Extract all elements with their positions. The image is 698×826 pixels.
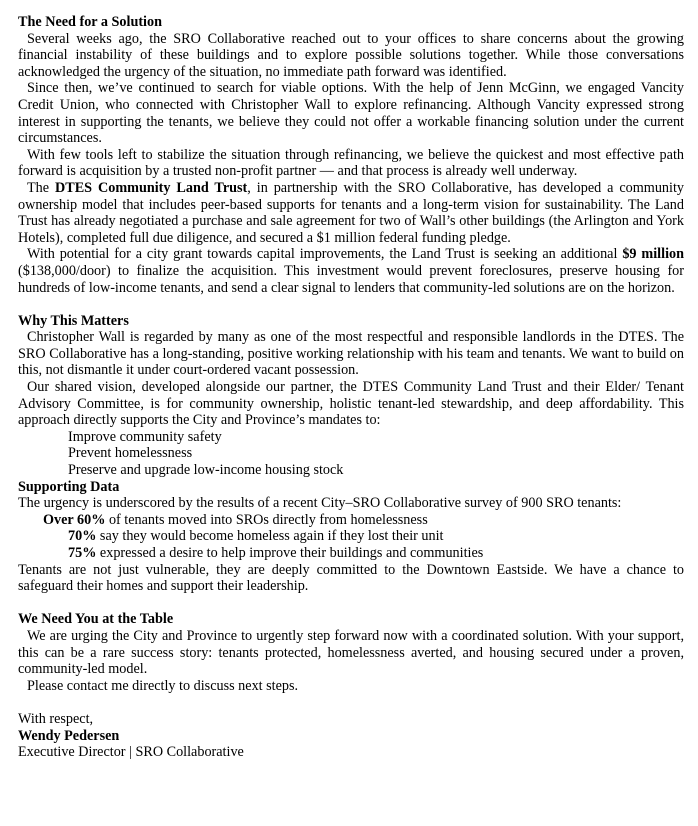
table-paragraph-1: We are urging the City and Province to urgently step forward now with a coordinated solution. With your support, this can be a rare success story: tenants protected, homelessness averted, and housing secured under a proven, community-led model. — [18, 627, 684, 678]
stat-value: Over 60% — [43, 511, 106, 528]
stat-value: 75% — [68, 545, 97, 561]
p4-pre: The — [27, 179, 50, 196]
letter-body — [18, 14, 684, 761]
need-paragraph-5 — [18, 246, 684, 296]
stat-item — [18, 545, 684, 562]
why-paragraph-2: Our shared vision, developed alongside our partner, the DTES Community Land Trust and their Elder/ Tenant Advisory Committee, is for community ownership, holistic tenant-led stewardship, and deep affordability. This approach directly supports the City and Province’s mandates to: — [18, 379, 684, 429]
need-paragraph-4 — [18, 180, 684, 246]
funding-amount: $9 million — [622, 246, 684, 263]
p5-rest: ($138,000/door) to finalize the acquisition. This investment would prevent foreclosures, preserve housing for hundreds of low-income tenants, and send a clear signal to lenders that community-led solutions are on the horizon. — [18, 262, 684, 296]
heading-why: Why This Matters — [18, 312, 129, 329]
signer-name: Wendy Pedersen — [18, 727, 120, 744]
stat-item — [18, 512, 684, 529]
mandate-item: Preserve and upgrade low-income housing stock — [68, 462, 344, 479]
stat-text: of tenants moved into SROs directly from homelessness — [108, 511, 428, 528]
need-paragraph-2: Since then, we’ve continued to search for viable options. With the help of Jenn McGinn, we engaged Vancity Credit Union, who connected with Christopher Wall to explore refinancing. Although Vancity expressed strong interest in supporting the tenants, we believe they could not offer a workable financing solution under the current circumstances. — [18, 80, 684, 147]
p4-rest: , in partnership with the SRO Collaborative, has developed a community ownership model that includes peer-based supports for tenants and a long-term vision for sustainability. The Land Trust has already negotiated a purchase and sale agreement for two of Wall’s other buildings (the Arlington and York Hotels), completed full due diligence, and secured a $1 million federal funding pledge. — [18, 179, 684, 246]
stat-text: say they would become homeless again if they lost their unit — [99, 528, 444, 545]
table-paragraph-2: Please contact me directly to discuss next steps. — [27, 677, 299, 694]
land-trust-name: DTES Community Land Trust — [55, 179, 248, 196]
p5-pre: With potential for a city grant towards capital improvements, the Land Trust is seeking an additional — [27, 246, 618, 263]
stat-item — [18, 528, 684, 545]
signer-title: Executive Director | SRO Collaborative — [18, 744, 244, 761]
heading-supporting: Supporting Data — [18, 478, 120, 495]
heading-table: We Need You at the Table — [18, 611, 174, 628]
stat-text: expressed a desire to help improve their buildings and communities — [99, 545, 484, 561]
supporting-closing: Tenants are not just vulnerable, they are deeply committed to the Downtown Eastside. We have a chance to safeguard their homes and support their leadership. — [18, 561, 684, 595]
need-paragraph-3: With few tools left to stabilize the situation through refinancing, we believe the quickest and most effective path forward is acquisition by a trusted non-profit partner — and that process is already well underway. — [18, 146, 684, 180]
closing-salutation: With respect, — [18, 710, 94, 727]
stat-value: 70% — [68, 528, 97, 545]
mandate-item: Prevent homelessness — [68, 445, 193, 462]
heading-need: The Need for a Solution — [18, 14, 162, 30]
mandate-item: Improve community safety — [68, 428, 222, 445]
supporting-intro: The urgency is underscored by the results of a recent City–SRO Collaborative survey of 900 SRO tenants: — [18, 495, 622, 512]
why-paragraph-1: Christopher Wall is regarded by many as one of the most respectful and responsible landlords in the DTES. The SRO Collaborative has a long-standing, positive working relationship with his team and tenants. We want to build on this, not dismantle it under court-ordered vacant possession. — [18, 329, 684, 379]
need-paragraph-1: Several weeks ago, the SRO Collaborative reached out to your offices to share concerns about the growing financial instability of these buildings and to explore possible solutions together. While those conversations acknowledged the urgency of the situation, no immediate path forward was identified. — [18, 30, 684, 80]
